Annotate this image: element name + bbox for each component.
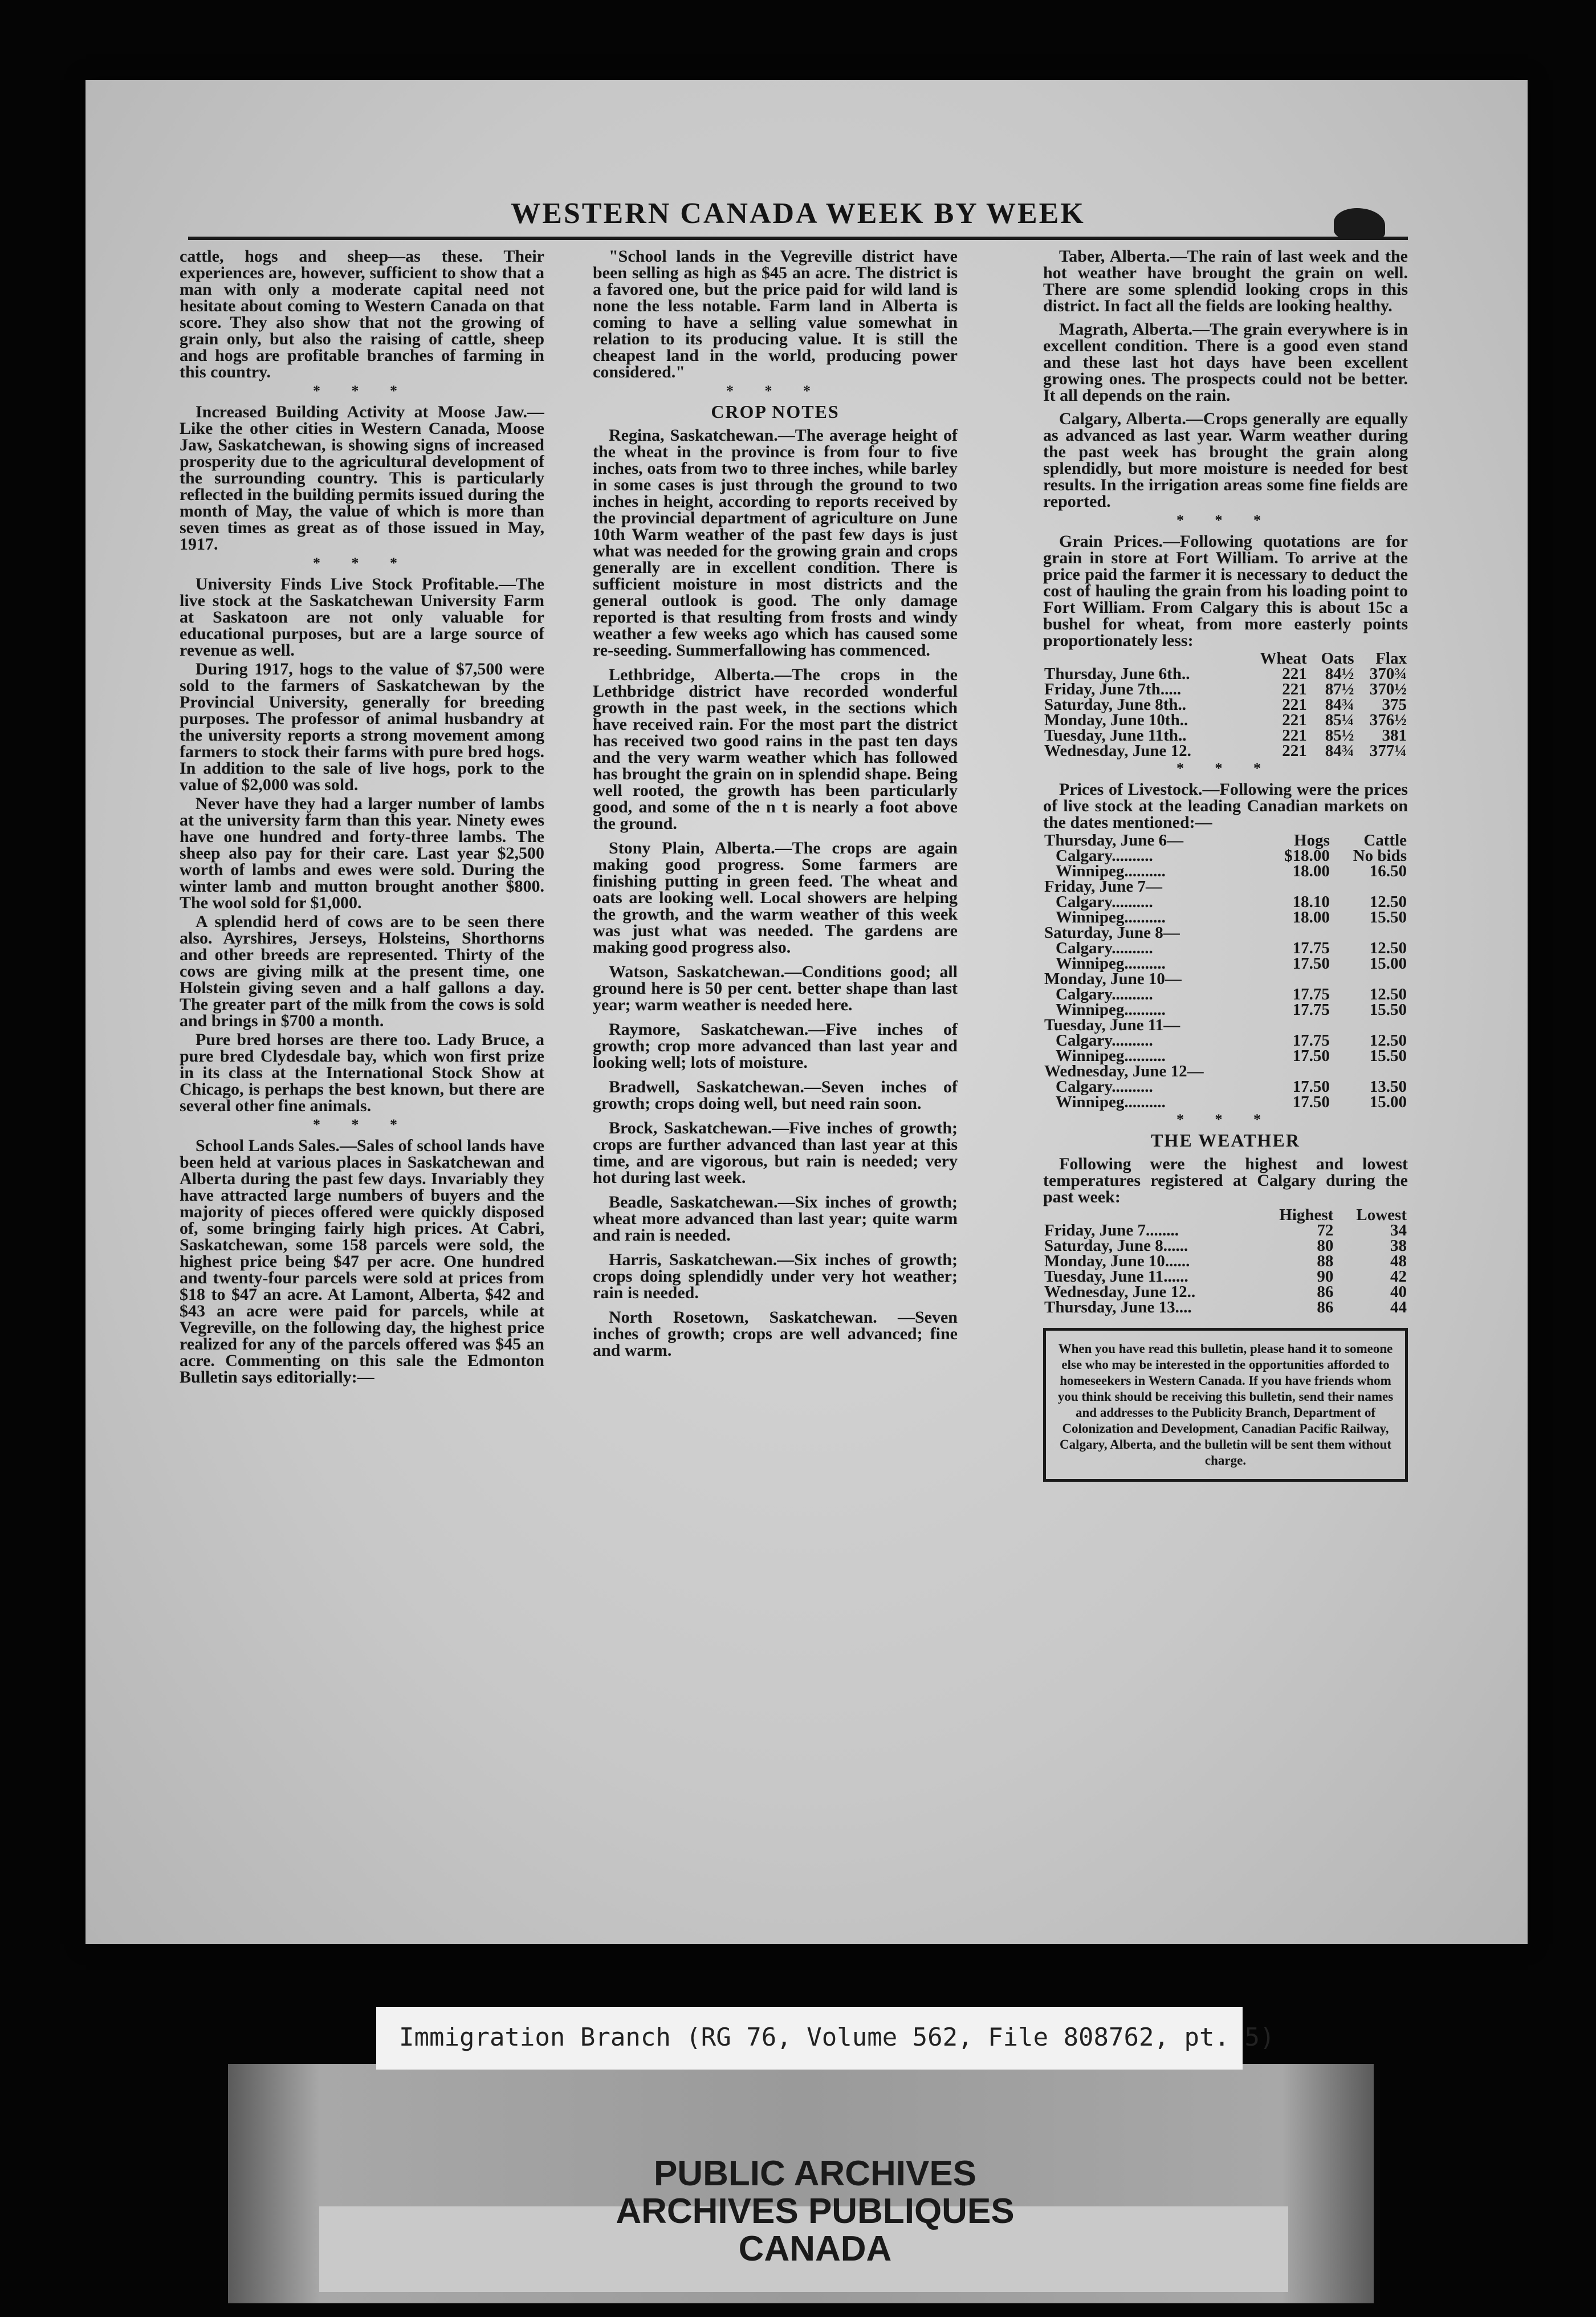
table-cell: 18.10 — [1292, 893, 1330, 911]
table-cell: Tuesday, June 11th.. — [1044, 726, 1187, 745]
archive-label-card — [376, 2007, 1275, 2070]
column-2 — [593, 248, 958, 1896]
table-row — [1043, 879, 1408, 895]
section-divider: * * * — [1176, 760, 1275, 777]
livestock-prices-intro — [1043, 781, 1408, 831]
article-body: —Like the other cities in Western Canada, Moose Jaw, Saskatchewan, is showing signs of increased prosperity due to the agricultural development of the surrounding country. This is particularly reflected in the building permits issued during the month of May, the value of which is more than seven times as great as of those issued in May, 1917. — [180, 403, 544, 554]
table-cell: 375 — [1382, 696, 1407, 714]
crop-note-bradwell: Bradwell, Saskatchewan.—Seven inches of growth; crops doing well, but need rain soon. — [593, 1078, 958, 1113]
notice-box: When you have read this bulletin, please hand it to someone else who may be interested in the opportunities afforded to homeseekers in Western Canada. If you have friends whom you think should be receiving this bulletin, send their names and addresses to the Publicity Branch, Department of Colonization and Development, Canadian Pacific Railway, Calgary, Alberta, and the bulletin will be sent them without charge. — [1043, 1328, 1408, 1482]
table-cell: No bids — [1353, 847, 1407, 865]
table-row — [1043, 713, 1408, 728]
table-cell: 15.00 — [1369, 954, 1407, 973]
article-building — [180, 404, 544, 552]
table-cell: 18.00 — [1292, 908, 1330, 926]
table-cell: Winnipeg.......... — [1056, 1001, 1166, 1019]
grain-prices-intro — [1043, 533, 1408, 649]
section-divider: * * * — [1176, 512, 1275, 529]
table-cell — [1331, 879, 1408, 895]
table-row — [1043, 848, 1408, 864]
table-row — [1043, 743, 1408, 759]
table-cell: 12.50 — [1369, 985, 1407, 1003]
column-1 — [180, 248, 544, 1896]
table-cell: 17.50 — [1292, 1093, 1330, 1111]
table-cell: 44 — [1390, 1298, 1407, 1316]
table-cell: 85½ — [1325, 726, 1354, 745]
table-cell: Calgary.......... — [1056, 985, 1153, 1003]
crop-note-brock: Brock, Saskatchewan.—Five inches of growth; crops are further advanced than last year at this time, and are vigorous, but rain is needed; very hot during last week. — [593, 1119, 958, 1187]
section-divider: * * * — [726, 383, 824, 399]
section-divider: * * * — [313, 555, 411, 571]
article-body: —Following were the prices of live stock at the leading Canadian markets on the dates mentioned:— — [1043, 780, 1408, 832]
table-header — [1043, 651, 1243, 666]
crop-note-raymore: Raymore, Saskatchewan.—Five inches of growth; crop more advanced than last year and looking well; lots of moisture. — [593, 1020, 958, 1072]
section-divider: * * * — [313, 1116, 411, 1133]
table-cell: 38 — [1390, 1237, 1407, 1255]
table-cell: Saturday, June 8...... — [1044, 1237, 1188, 1255]
table-row — [1043, 682, 1408, 697]
table-cell: Thursday, June 13.... — [1044, 1298, 1192, 1316]
article-body: —Following quotations are for grain in store at Fort William. To arrive at the price paid the farmer it is necessary to deduct the cost of hauling the grain from his loading point to Fort William. From Calgary this is about 15c a bushel for wheat, from more easterly points proportionately less: — [1043, 532, 1408, 650]
table-cell: 86 — [1317, 1283, 1334, 1301]
table-row — [1043, 1018, 1408, 1033]
crop-note-watson: Watson, Saskatchewan.—Conditions good; all ground here is 50 per cent. better shape than last year; warm weather is needed here. — [593, 962, 958, 1014]
table-cell: Wednesday, June 12.. — [1044, 1283, 1196, 1301]
table-row — [1043, 697, 1408, 713]
table-cell: 80 — [1317, 1237, 1334, 1255]
table-cell: 221 — [1282, 696, 1307, 714]
archive-line-3: CANADA — [738, 2229, 892, 2269]
table-cell: Wednesday, June 12. — [1044, 742, 1191, 760]
table-cell: Winnipeg.......... — [1056, 1047, 1166, 1065]
article-body: —Sales of school lands have been held at various places in Saskatchewan and Alberta during the past few days. Invariably they have attracted large numbers of buyers and the majority of pieces offered were quickly disposed of, some bringing fairly high prices. At Cabri, Saskatchewan, some 158 parcels were sold, the highest price being $47 per acre. One hundred and twenty-four parcels were sold at prices from $18 to $47 an acre. At Lamont, Alberta, $42 and $43 an acre were paid for parcels, while at Vegreville, on the following day, the highest price realized for any of the parcels offered was $45 an acre. Commenting on this sale the Edmonton Bulletin says editorially:— — [180, 1136, 544, 1387]
table-row — [1043, 1048, 1408, 1064]
table-cell: Friday, June 7— — [1044, 877, 1163, 896]
table-cell: 87½ — [1325, 680, 1354, 698]
table-cell — [1331, 925, 1408, 941]
table-cell — [1331, 971, 1408, 987]
table-cell — [1265, 1064, 1331, 1079]
table-row — [1043, 1064, 1408, 1079]
table-cell: 85¼ — [1325, 711, 1354, 729]
table-cell: $18.00 — [1284, 847, 1330, 865]
table-cell: 16.50 — [1369, 862, 1407, 880]
table-cell: Saturday, June 8— — [1044, 924, 1180, 942]
table-cell: 370¾ — [1369, 665, 1407, 683]
article-heading: Prices of Livestock. — [1059, 780, 1203, 799]
table-row — [1043, 941, 1408, 956]
quote-paragraph: "School lands in the Vegreville district have been selling as high as $45 an acre. The district is a favored one, but the price paid for wild land is none the less notable. Farm land in Alberta is coming to have a selling value somewhat in relation to its producing value. It is still the cheapest land in the world, producing power considered." — [593, 248, 958, 381]
paragraph: During 1917, hogs to the value of $7,500 were sold to the farmers of Saskatchewan by the Provincial University, generally for breeding purposes. The professor of animal husbandry at the university reports a strong movement among farmers to stock their farms with pure bred hogs. In addition to the sale of live hogs, pork to the value of $2,000 was sold. — [180, 660, 544, 794]
table-cell: Tuesday, June 11— — [1044, 1016, 1180, 1034]
article-heading: School Lands Sales. — [196, 1136, 340, 1155]
table-cell: Winnipeg.......... — [1056, 862, 1166, 880]
table-row — [1043, 925, 1408, 941]
table-cell: Calgary.......... — [1056, 1031, 1153, 1050]
article-livestock — [180, 576, 544, 658]
table-cell: Winnipeg.......... — [1056, 908, 1166, 926]
table-row — [1043, 666, 1408, 682]
article-heading: Increased Building Activity at Moose Jaw. — [196, 403, 527, 421]
table-row — [1043, 987, 1408, 1002]
paragraph: cattle, hogs and sheep—as these. Their experiences are, however, sufficient to show that a man with only a moderate capital need not hesitate about coming to Western Canada on that score. They also show that not the growing of grain only, but also the raising of cattle, sheep and hogs are profitable branches of farming in this country. — [180, 248, 544, 381]
table-header: Flax — [1375, 649, 1407, 668]
table-row — [1043, 1095, 1408, 1110]
table-cell: 381 — [1382, 726, 1407, 745]
archive-stamp — [593, 2155, 1037, 2268]
grain-prices-table — [1043, 651, 1408, 759]
table-cell: Monday, June 10...... — [1044, 1252, 1190, 1270]
table-cell: Friday, June 7th..... — [1044, 680, 1182, 698]
table-row — [1043, 728, 1408, 743]
table-row — [1043, 971, 1408, 987]
table-cell — [1331, 1064, 1408, 1079]
article-heading: University Finds Live Stock Profitable. — [196, 575, 499, 594]
crop-note-lethbridge: Lethbridge, Alberta.—The crops in the Lethbridge district have recorded wonderful growth in the past week, in the sections which have received rain. For the most part the district has received two good rains in the past ten days and the very warm weather which has followed has brought the grain on in splendid shape. Being well rooted, the growth has been particularly good, and some of the n t is nearly a foot above the ground. — [593, 665, 958, 833]
crop-note-stony-plain: Stony Plain, Alberta.—The crops are again making good progress. Some farmers are finishing putting in green feed. The wheat and oats are looking well. Local showers are helping the growth, and the warm weather of this week was just what was needed. The gardens are making good progress also. — [593, 839, 958, 957]
table-row — [1043, 1033, 1408, 1048]
table-cell: 42 — [1390, 1267, 1407, 1286]
masthead-rule — [188, 237, 1408, 240]
weather-table — [1043, 1208, 1408, 1315]
table-cell: Calgary.......... — [1056, 893, 1153, 911]
table-row — [1043, 1079, 1408, 1095]
table-cell: 377¼ — [1369, 742, 1407, 760]
column-3 — [1043, 248, 1408, 1896]
table-cell: 376½ — [1369, 711, 1407, 729]
table-cell: 221 — [1282, 711, 1307, 729]
table-cell: 84½ — [1325, 665, 1354, 683]
table-cell: 84¾ — [1325, 742, 1354, 760]
paragraph: Never have they had a larger number of lambs at the university farm than this year. Ninety ewes have one hundred and forty-three lambs. The sheep also pay for their care. Last year $2,500 worth of lambs and ewes were sold. During the winter lamb and mutton brought another $800. The wool sold for $1,000. — [180, 794, 544, 912]
table-cell: Winnipeg.......... — [1056, 1093, 1166, 1111]
table-cell: 15.50 — [1369, 1001, 1407, 1019]
masthead-title: WESTERN CANADA WEEK BY WEEK — [511, 197, 1085, 230]
table-cell: Cattle — [1363, 831, 1407, 849]
table-cell: 12.50 — [1369, 939, 1407, 957]
table-row — [1043, 833, 1408, 848]
table-cell: Monday, June 10— — [1044, 970, 1182, 988]
table-cell: Hogs — [1294, 831, 1330, 849]
table-cell: Thursday, June 6— — [1044, 831, 1184, 849]
archive-line-2: ARCHIVES PUBLIQUES — [616, 2192, 1015, 2231]
livestock-prices-table — [1043, 833, 1408, 1110]
table-cell: 84¾ — [1325, 696, 1354, 714]
table-cell: 13.50 — [1369, 1078, 1407, 1096]
table-cell: 221 — [1282, 680, 1307, 698]
table-row — [1043, 1269, 1408, 1284]
table-cell: 12.50 — [1369, 893, 1407, 911]
crop-note-north-rosetown: North Rosetown, Saskatchewan. —Seven inches of growth; crops are well advanced; fine and warm. — [593, 1308, 958, 1360]
table-cell: 86 — [1317, 1298, 1334, 1316]
table-row — [1043, 895, 1408, 910]
table-cell: 72 — [1317, 1221, 1334, 1239]
table-cell: 18.00 — [1292, 862, 1330, 880]
crop-note-regina: Regina, Saskatchewan.—The average height of the wheat in the province is from four to five inches, oats from two to three inches, while barley in some cases is just through the ground to two inches in height, according to reports received by the provincial department of agriculture on June 10th Warm weather of the past few days is just what was needed for the growing grain and crops generally are in excellent condition. There is sufficient moisture in most districts and the general outlook is good. The only damage reported is that resulting from frosts and windy weather a few weeks ago which has caused some re-seeding. Summerfallowing has commenced. — [593, 426, 958, 660]
crop-note-taber: Taber, Alberta.—The rain of last week and the hot weather have brought the grain on well. There are some splendid looking crops in this district. In fact all the fields are looking healthy. — [1043, 248, 1408, 315]
table-header: Lowest — [1356, 1206, 1407, 1224]
table-header — [1043, 1208, 1256, 1223]
table-cell — [1265, 925, 1331, 941]
table-cell: 370½ — [1369, 680, 1407, 698]
article-heading: Grain Prices. — [1059, 532, 1163, 551]
table-cell: 17.75 — [1292, 939, 1330, 957]
table-cell: Calgary.......... — [1056, 847, 1153, 865]
table-cell: 48 — [1390, 1252, 1407, 1270]
table-row — [1043, 1254, 1408, 1269]
table-cell: 12.50 — [1369, 1031, 1407, 1050]
table-cell: 40 — [1390, 1283, 1407, 1301]
crop-note-magrath: Magrath, Alberta.—The grain everywhere is in excellent condition. There is a good even stand and these last hot days have been excellent growing ones. The prospects could not be better. It all depends on the rain. — [1043, 320, 1408, 405]
table-row — [1043, 1223, 1408, 1238]
table-cell: 17.75 — [1292, 985, 1330, 1003]
table-row — [1043, 1300, 1408, 1315]
table-header: Oats — [1321, 649, 1354, 668]
table-cell: 17.50 — [1292, 1047, 1330, 1065]
table-row — [1043, 910, 1408, 925]
table-cell: 221 — [1282, 665, 1307, 683]
table-row — [1043, 1238, 1408, 1254]
paragraph: A splendid herd of cows are to be seen there also. Ayrshires, Jerseys, Holsteins, Shorthorns and other breeds are represented. Thirty of the cows are giving milk at the present time, one Holstein giving seven and a half gallons a day. The greater part of the milk from the cows is sold and brings in $700 a month. — [180, 912, 544, 1030]
table-cell: 17.75 — [1292, 1001, 1330, 1019]
weather-heading: THE WEATHER — [1151, 1130, 1300, 1151]
table-cell: Winnipeg.......... — [1056, 954, 1166, 973]
table-cell — [1265, 971, 1331, 987]
section-divider: * * * — [1176, 1111, 1275, 1128]
table-header: Highest — [1279, 1206, 1334, 1224]
table-header: Wheat — [1260, 649, 1307, 668]
table-cell: 88 — [1317, 1252, 1334, 1270]
table-cell: Thursday, June 6th.. — [1044, 665, 1190, 683]
crop-note-harris: Harris, Saskatchewan.—Six inches of growth; crops doing splendidly under very hot weather; rain is needed. — [593, 1250, 958, 1302]
table-row — [1043, 1284, 1408, 1300]
table-cell: 17.50 — [1292, 954, 1330, 973]
paragraph: Pure bred horses are there too. Lady Bruce, a pure bred Clydesdale bay, which won first prize in its class at the International Stock Show at Chicago, is perhaps the best known, but there are several other fine animals. — [180, 1030, 544, 1115]
table-row — [1043, 864, 1408, 879]
table-cell: 221 — [1282, 742, 1307, 760]
table-cell — [1265, 1018, 1331, 1033]
table-cell — [1265, 879, 1331, 895]
table-cell: 15.00 — [1369, 1093, 1407, 1111]
table-cell: Friday, June 7........ — [1044, 1221, 1179, 1239]
article-body: —The live stock at the Saskatchewan University Farm at Saskatoon are not only valuable for educational purposes, but are a large source of revenue as well. — [180, 575, 544, 660]
table-cell: Tuesday, June 11...... — [1044, 1267, 1188, 1286]
section-divider: * * * — [313, 383, 411, 399]
crop-note-calgary: Calgary, Alberta.—Crops generally are equally as advanced as last year. Warm weather during the past week has brought the grain along splendidly, but more moisture is needed for best results. In the irrigation areas some fine fields are reported. — [1043, 409, 1408, 511]
table-cell: 221 — [1282, 726, 1307, 745]
table-cell: 34 — [1390, 1221, 1407, 1239]
table-cell: Wednesday, June 12— — [1044, 1062, 1204, 1080]
weather-intro: Following were the highest and lowest temperatures registered at Calgary during the past week: — [1043, 1155, 1408, 1206]
archive-reference: Immigration Branch (RG 76, Volume 562, File 808762, pt. 5) — [399, 2023, 1275, 2052]
table-cell: 90 — [1317, 1267, 1334, 1286]
table-cell: 17.75 — [1292, 1031, 1330, 1050]
table-row — [1043, 956, 1408, 971]
table-cell: Monday, June 10th.. — [1044, 711, 1188, 729]
table-row — [1043, 1002, 1408, 1018]
crop-note-beadle: Beadle, Saskatchewan.—Six inches of growth; wheat more advanced than last year; quite warm and rain is needed. — [593, 1193, 958, 1245]
crop-notes-heading: CROP NOTES — [711, 401, 840, 422]
table-cell: Saturday, June 8th.. — [1044, 696, 1186, 714]
table-cell: Calgary.......... — [1056, 939, 1153, 957]
archive-line-1: PUBLIC ARCHIVES — [653, 2154, 977, 2193]
table-cell: 15.50 — [1369, 1047, 1407, 1065]
table-cell: Calgary.......... — [1056, 1078, 1153, 1096]
table-cell: 17.50 — [1292, 1078, 1330, 1096]
table-cell: 15.50 — [1369, 908, 1407, 926]
table-cell — [1331, 1018, 1408, 1033]
article-school-lands — [180, 1137, 544, 1385]
